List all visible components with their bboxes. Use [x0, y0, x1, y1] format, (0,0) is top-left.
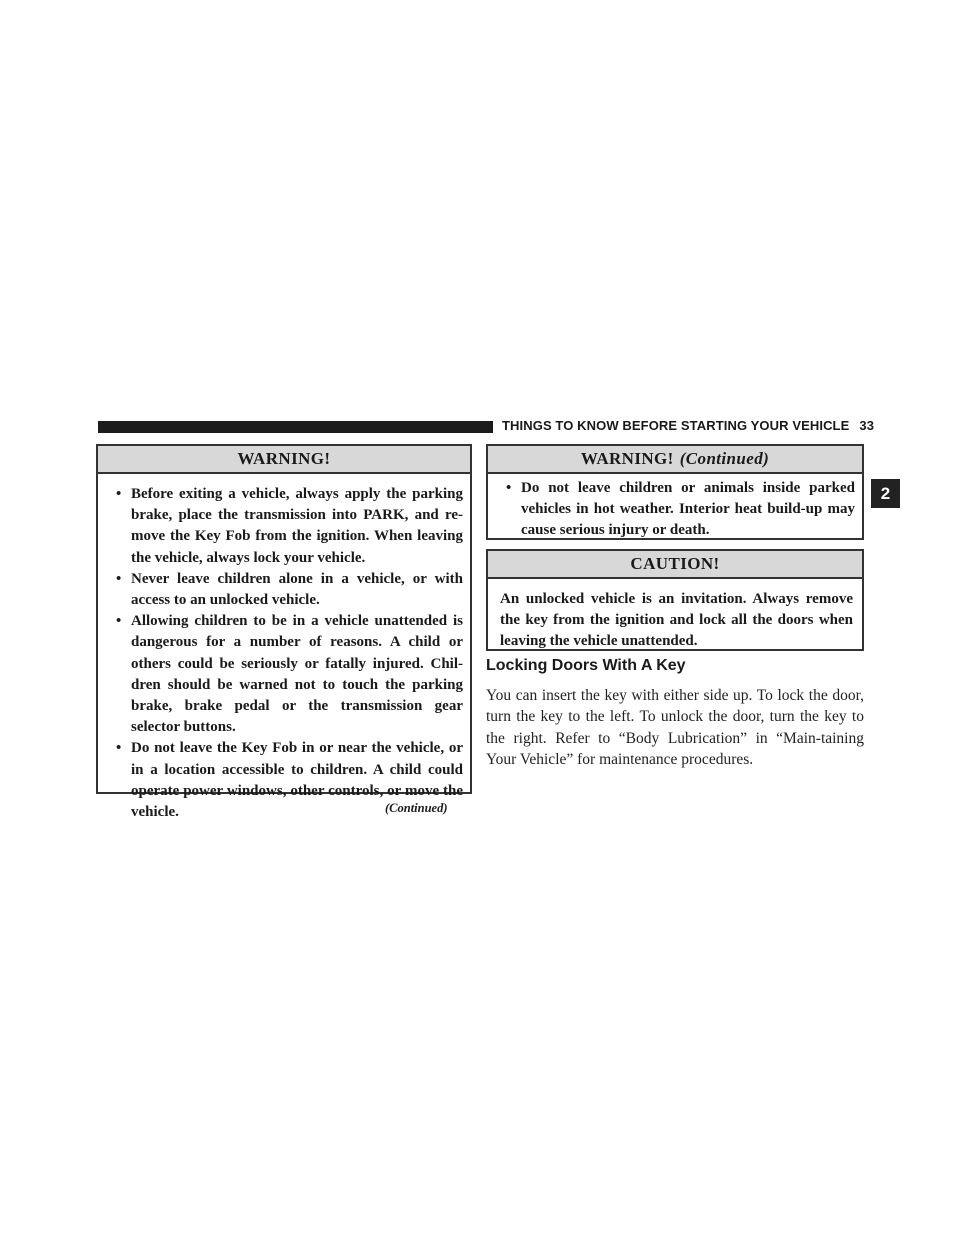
warning-item: • Allowing children to be in a vehicle unattended is dangerous for a number of reasons. A child or others could be seriously or fatally injured. Chil-dren should be warned not to touch the parking brake, brake pedal or the transmission gear selector buttons.	[116, 613, 463, 736]
warning-list	[98, 484, 470, 823]
section-title: Locking Doors With A Key	[486, 657, 686, 674]
caution-text: An unlocked vehicle is an invitation. Always remove the key from the ignition and lock all the doors when leaving the vehicle unattended.	[500, 591, 853, 650]
warning-item: • Never leave children alone in a vehicle, or with access to an unlocked vehicle.	[116, 570, 463, 609]
caution-heading: CAUTION!	[488, 551, 862, 579]
header-rule	[98, 421, 493, 433]
chapter-tab: 2	[871, 479, 900, 508]
warning-item: • Do not leave children or animals inside parked vehicles in hot weather. Interior heat build-up may cause serious injury or death.	[506, 480, 855, 539]
page-number: 33	[859, 418, 875, 433]
warning-item: • Do not leave the Key Fob in or near the vehicle, or in a location accessible to children. A child could operate power windows, other controls, or move the vehicle.	[116, 740, 463, 821]
caution-box	[486, 549, 864, 651]
warning-continued-heading: WARNING! (Continued)	[488, 446, 862, 474]
continued-note: (Continued)	[385, 801, 448, 815]
warning-continued-list	[488, 478, 862, 542]
warning-item: • Before exiting a vehicle, always apply the parking brake, place the transmission into PARK, and re-move the Key Fob from the ignition. When leaving the vehicle, always lock your vehicle.	[116, 486, 463, 566]
warning-heading: WARNING!	[98, 446, 470, 474]
warning-continued-box	[486, 444, 864, 540]
running-head-title: THINGS TO KNOW BEFORE STARTING YOUR VEHICLE	[502, 418, 850, 433]
section-paragraph: You can insert the key with either side up. To lock the door, turn the key to the left. To unlock the door, turn the key to the right. Refer to “Body Lubrication” in “Main-taining Your Vehicle” for maintenance procedures.	[486, 687, 864, 769]
running-head	[502, 418, 874, 433]
